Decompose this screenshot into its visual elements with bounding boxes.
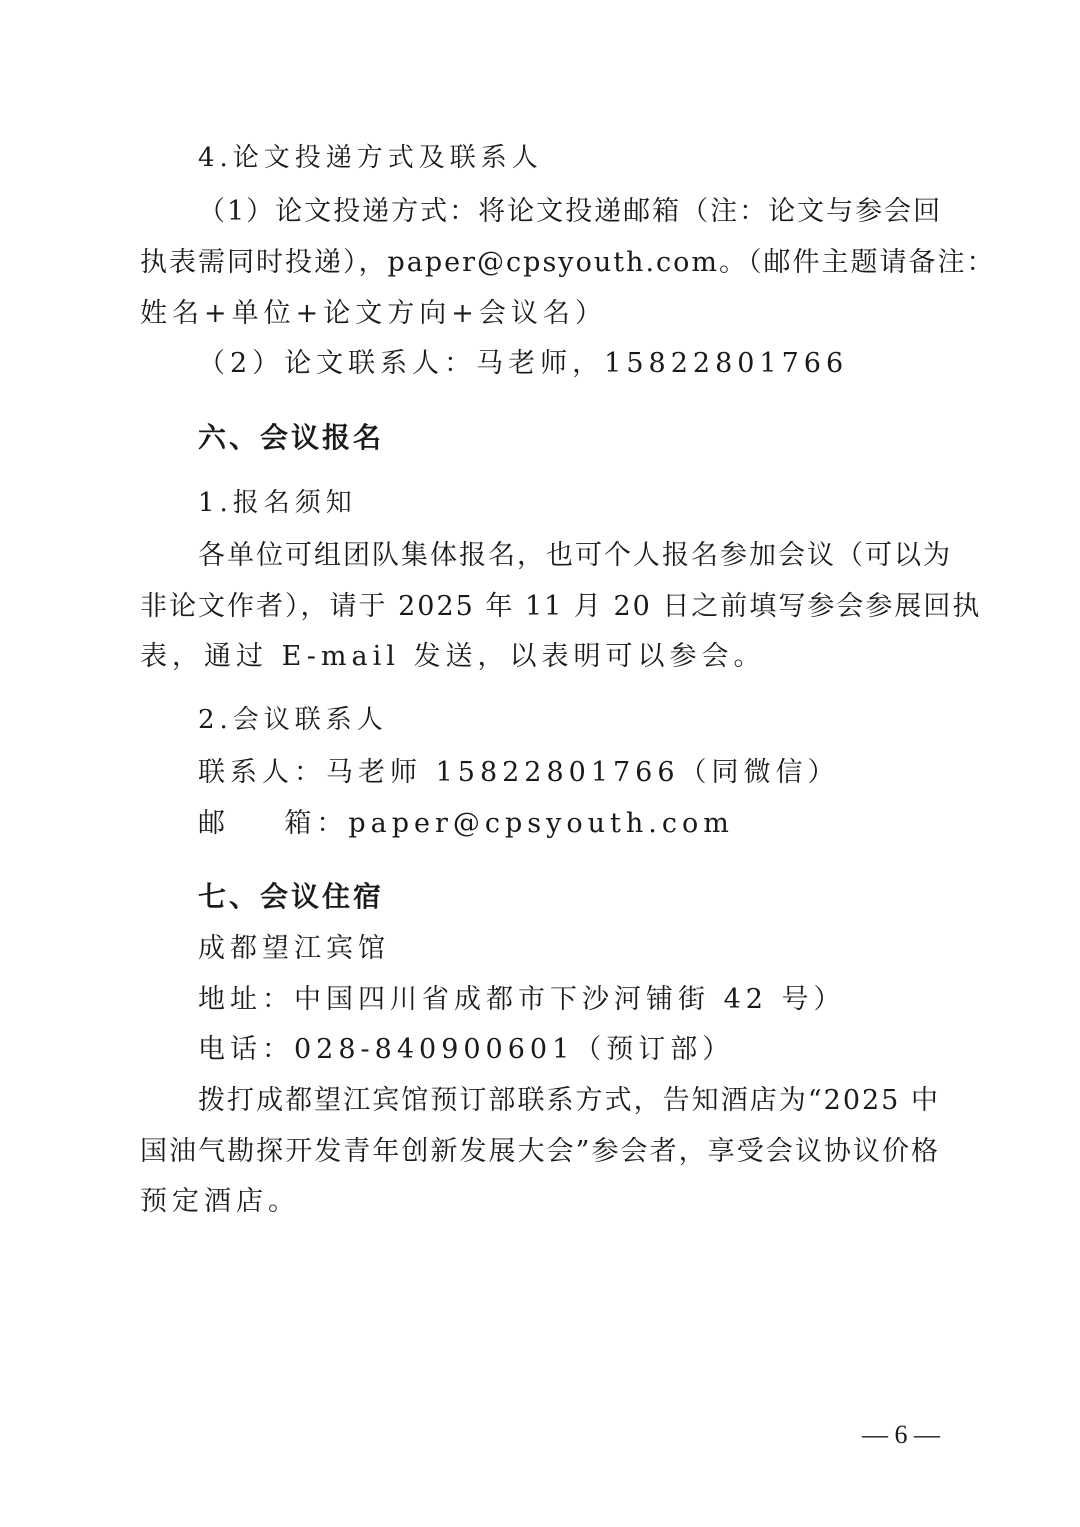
subsection-title-registration-notice: 1.报名须知 (198, 488, 357, 518)
paragraph-booking-line-2: 国油气勘探开发青年创新发展大会”参会者，享受会议协议价格 (140, 1136, 940, 1167)
section-heading-accommodation: 七、会议住宿 (198, 880, 385, 913)
paragraph-submission-line-3: 姓名+单位+论文方向+会议名） (140, 298, 607, 329)
conference-contact-line: 联系人：马老师 15822801766（同微信） (198, 757, 840, 788)
paragraph-submission-line-2: 执表需同时投递），paper@cpsyouth.com。（邮件主题请备注： (140, 247, 996, 278)
paragraph-submission-line-1: （1）论文投递方式：将论文投递邮箱（注：论文与参会回 (198, 196, 943, 227)
section-heading-registration: 六、会议报名 (198, 421, 385, 454)
paragraph-booking-line-1: 拨打成都望江宾馆预订部联系方式，告知酒店为“2025 中 (198, 1085, 940, 1116)
subsection-title-conference-contact: 2.会议联系人 (198, 705, 388, 735)
paragraph-registration-line-2: 非论文作者），请于 2025 年 11 月 20 日之前填写参会参展回执 (140, 591, 982, 622)
paragraph-registration-line-3: 表，通过 E-mail 发送，以表明可以参会。 (140, 641, 766, 672)
hotel-name: 成都望江宾馆 (198, 933, 390, 964)
paragraph-registration-line-1: 各单位可组团队集体报名，也可个人报名参加会议（可以为 (198, 540, 952, 571)
conference-email-line: 邮 箱：paper@cpsyouth.com (198, 808, 734, 839)
page-number: — 6 — (862, 1420, 940, 1449)
hotel-phone: 电话：028-840900601（预订部） (198, 1034, 735, 1065)
paragraph-booking-line-3: 预定酒店。 (140, 1186, 300, 1217)
paper-contact-line: （2）论文联系人：马老师，15822801766 (198, 348, 849, 379)
hotel-address: 地址：中国四川省成都市下沙河铺街 42 号） (198, 984, 846, 1015)
subsection-title-paper-submission: 4.论文投递方式及联系人 (198, 143, 543, 173)
